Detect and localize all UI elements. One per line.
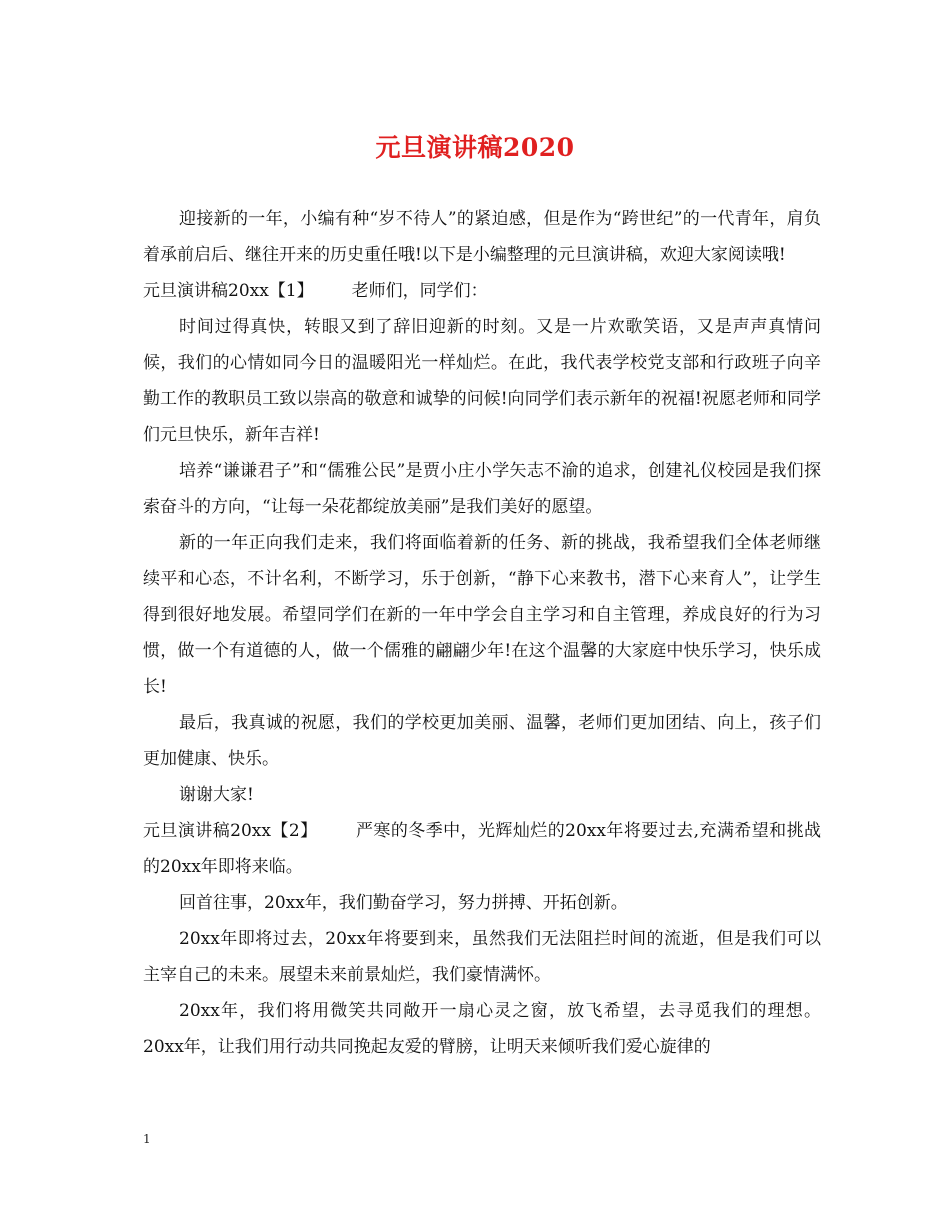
section-1-paragraph: 新的一年正向我们走来，我们将面临着新的任务、新的挑战，我希望我们全体老师继续平和心态，不计名利，不断学习，乐于创新，“静下心来教书，潜下心来育人”，让学生得到很好地发展。希望同学们在新的一年中学会自主学习和自主管理，养成良好的行为习惯，做一个有道德的人，做一个儒雅的翩翩少年!在这个温馨的大家庭中快乐学习，快乐成长!	[143, 533, 821, 697]
section-2-heading-line	[143, 813, 821, 885]
section-1-greeting: 老师们，同学们：	[351, 281, 488, 301]
document-body	[143, 201, 821, 1065]
section-1-closing: 谢谢大家!	[179, 785, 254, 805]
section-1-paragraph: 时间过得真快，转眼又到了辞旧迎新的时刻。又是一片欢歌笑语，又是声声真情问候，我们的心情如同今日的温暖阳光一样灿烂。在此，我代表学校党支部和行政班子向辛勤工作的教职员工致以崇高的敬意和诚挚的问候!向同学们表示新年的祝福!祝愿老师和同学们元旦快乐，新年吉祥!	[143, 317, 821, 445]
section-1-paragraph: 最后，我真诚的祝愿，我们的学校更加美丽、温馨，老师们更加团结、向上，孩子们更加健康、快乐。	[143, 713, 821, 769]
section-2-paragraph: 20xx年，我们将用微笑共同敞开一扇心灵之窗，放飞希望，去寻觅我们的理想。20xx年，让我们用行动共同挽起友爱的臂膀，让明天来倾听我们爱心旋律的	[143, 1001, 821, 1057]
section-2-paragraph: 20xx年即将过去，20xx年将要到来，虽然我们无法阻拦时间的流逝，但是我们可以主宰自己的未来。展望未来前景灿烂，我们豪情满怀。	[143, 929, 821, 985]
page-number: 1	[143, 1132, 151, 1146]
intro-paragraph: 迎接新的一年，小编有种“岁不待人”的紧迫感，但是作为“跨世纪”的一代青年，肩负着承前启后、继往开来的历史重任哦!以下是小编整理的元旦演讲稿，欢迎大家阅读哦!	[143, 209, 821, 265]
section-1-paragraph: 培养“谦谦君子”和“儒雅公民”是贾小庄小学矢志不渝的追求，创建礼仪校园是我们探索奋斗的方向，“让每一朵花都绽放美丽”是我们美好的愿望。	[143, 461, 821, 517]
section-2-heading: 元旦演讲稿20xx【2】	[143, 821, 318, 841]
section-2-lead: 严寒的冬季中，光辉灿烂的20xx年将要过去,充满希望和挑战的20xx年即将来临。	[143, 821, 821, 877]
section-1-heading-line	[143, 273, 821, 309]
section-2-paragraph: 回首往事，20xx年，我们勤奋学习，努力拼搏、开拓创新。	[179, 893, 628, 913]
document-title: 元旦演讲稿2020	[375, 133, 575, 162]
section-1-heading: 元旦演讲稿20xx【1】	[143, 281, 314, 301]
